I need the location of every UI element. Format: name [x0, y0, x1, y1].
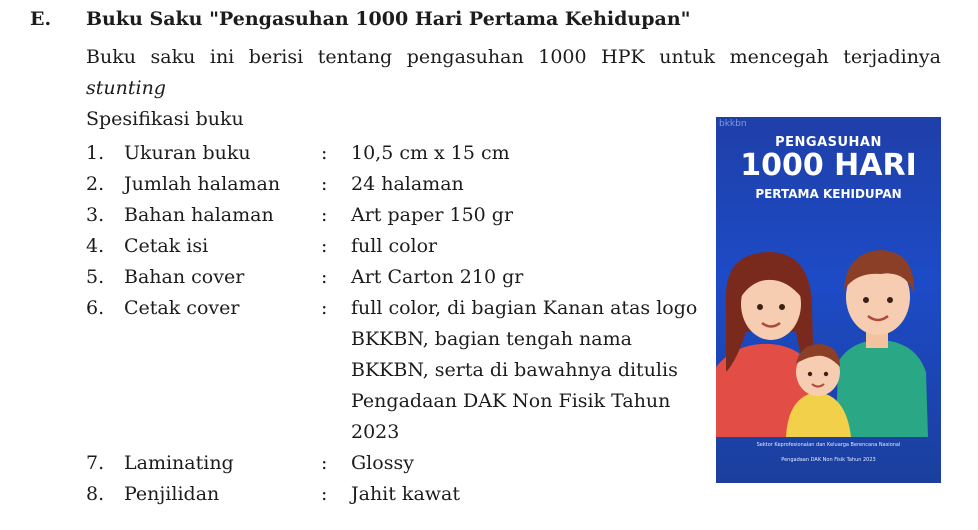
- book-cover-image: [716, 117, 941, 483]
- spec-label: Laminating: [124, 452, 234, 474]
- spec-colon: :: [321, 142, 328, 164]
- spec-number: 7.: [86, 452, 105, 474]
- section-description: [86, 42, 941, 104]
- spec-value: Jahit kawat: [351, 483, 460, 505]
- spec-colon: :: [321, 483, 328, 505]
- spec-label: Penjilidan: [124, 483, 220, 505]
- spec-number: 4.: [86, 235, 105, 257]
- cover-footer-line2: Pengadaan DAK Non Fisik Tahun 2023: [781, 457, 876, 463]
- family-illustration: [716, 212, 941, 437]
- cover-logo: bkkbn: [719, 119, 747, 129]
- spec-label: Cetak isi: [124, 235, 209, 257]
- spec-heading: Spesifikasi buku: [86, 108, 244, 130]
- spec-label: Ukuran buku: [124, 142, 251, 164]
- spec-value: Art paper 150 gr: [351, 204, 514, 226]
- spec-label: Bahan cover: [124, 266, 245, 288]
- spec-colon: :: [321, 204, 328, 226]
- spec-colon: :: [321, 297, 328, 319]
- cover-title-line2: 1000 HARI: [740, 148, 917, 183]
- spec-value: full color, di bagian Kanan atas logo BKKBN, bagian tengah nama BKKBN, serta di bawahnya ditulis Pengadaan DAK Non Fisik Tahun 2023: [351, 297, 698, 443]
- spec-value: 24 halaman: [351, 173, 464, 195]
- spec-number: 8.: [86, 483, 105, 505]
- spec-colon: :: [321, 173, 328, 195]
- section-title: Buku Saku "Pengasuhan 1000 Hari Pertama Kehidupan": [86, 8, 691, 30]
- spec-number: 6.: [86, 297, 105, 319]
- spec-label: Bahan halaman: [124, 204, 274, 226]
- cover-title-line1: PENGASUHAN: [775, 135, 882, 150]
- description-italic-term: stunting: [86, 77, 166, 99]
- spec-value: Glossy: [351, 452, 414, 474]
- spec-number: 1.: [86, 142, 105, 164]
- spec-colon: :: [321, 266, 328, 288]
- cover-footer-line1: Sektor Keprofesionalan dan Keluarga Berencana Nasional: [756, 442, 901, 448]
- spec-value: Art Carton 210 gr: [351, 266, 524, 288]
- spec-value: 10,5 cm x 15 cm: [351, 142, 510, 164]
- spec-colon: :: [321, 235, 328, 257]
- description-text: Buku saku ini berisi tentang pengasuhan 1000 HPK untuk mencegah terjadinya: [86, 46, 941, 68]
- spec-number: 2.: [86, 173, 105, 195]
- cover-title-line3: PERTAMA KEHIDUPAN: [755, 187, 902, 201]
- spec-colon: :: [321, 452, 328, 474]
- spec-number: 3.: [86, 204, 105, 226]
- section-letter: E.: [30, 8, 52, 30]
- spec-label: Jumlah halaman: [124, 173, 281, 195]
- spec-value: full color: [351, 235, 438, 257]
- spec-label: Cetak cover: [124, 297, 240, 319]
- spec-number: 5.: [86, 266, 105, 288]
